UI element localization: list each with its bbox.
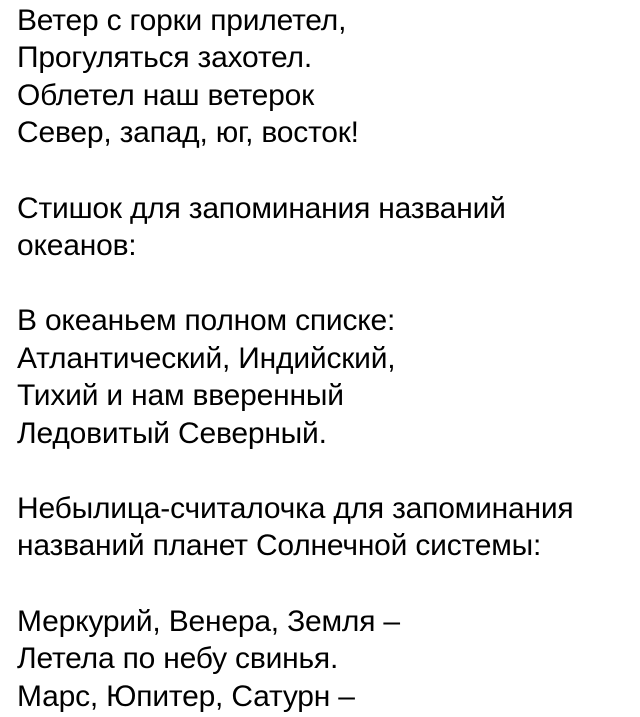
text-line: Марс, Юпитер, Сатурн – (17, 679, 355, 713)
text-line: названий планет Солнечной системы: (17, 529, 542, 563)
poem-text-body (17, 2, 620, 715)
text-line: Север, запад, юг, восток! (17, 116, 359, 150)
paragraph (17, 190, 620, 265)
text-line: Небылица-считалочка для запоминания (17, 492, 574, 526)
text-line: Атлантический, Индийский, (17, 341, 396, 375)
text-line: Меркурий, Венера, Земля – (17, 604, 400, 638)
text-line: Стишок для запоминания названий (17, 191, 506, 225)
text-line: Летела по небу свинья. (17, 642, 339, 676)
text-line: Ледовитый Северный. (17, 416, 327, 450)
paragraph (17, 302, 620, 452)
text-line: Облетел наш ветерок (17, 78, 315, 112)
paragraph (17, 490, 620, 565)
text-line: океанов: (17, 229, 137, 263)
text-line: Тихий и нам вверенный (17, 379, 344, 413)
paragraph (17, 2, 620, 152)
paragraph (17, 603, 620, 715)
text-line: Ветер с горки прилетел, (17, 4, 347, 37)
text-line: В океаньем полном списке: (17, 304, 396, 338)
text-line: Прогуляться захотел. (17, 41, 312, 75)
